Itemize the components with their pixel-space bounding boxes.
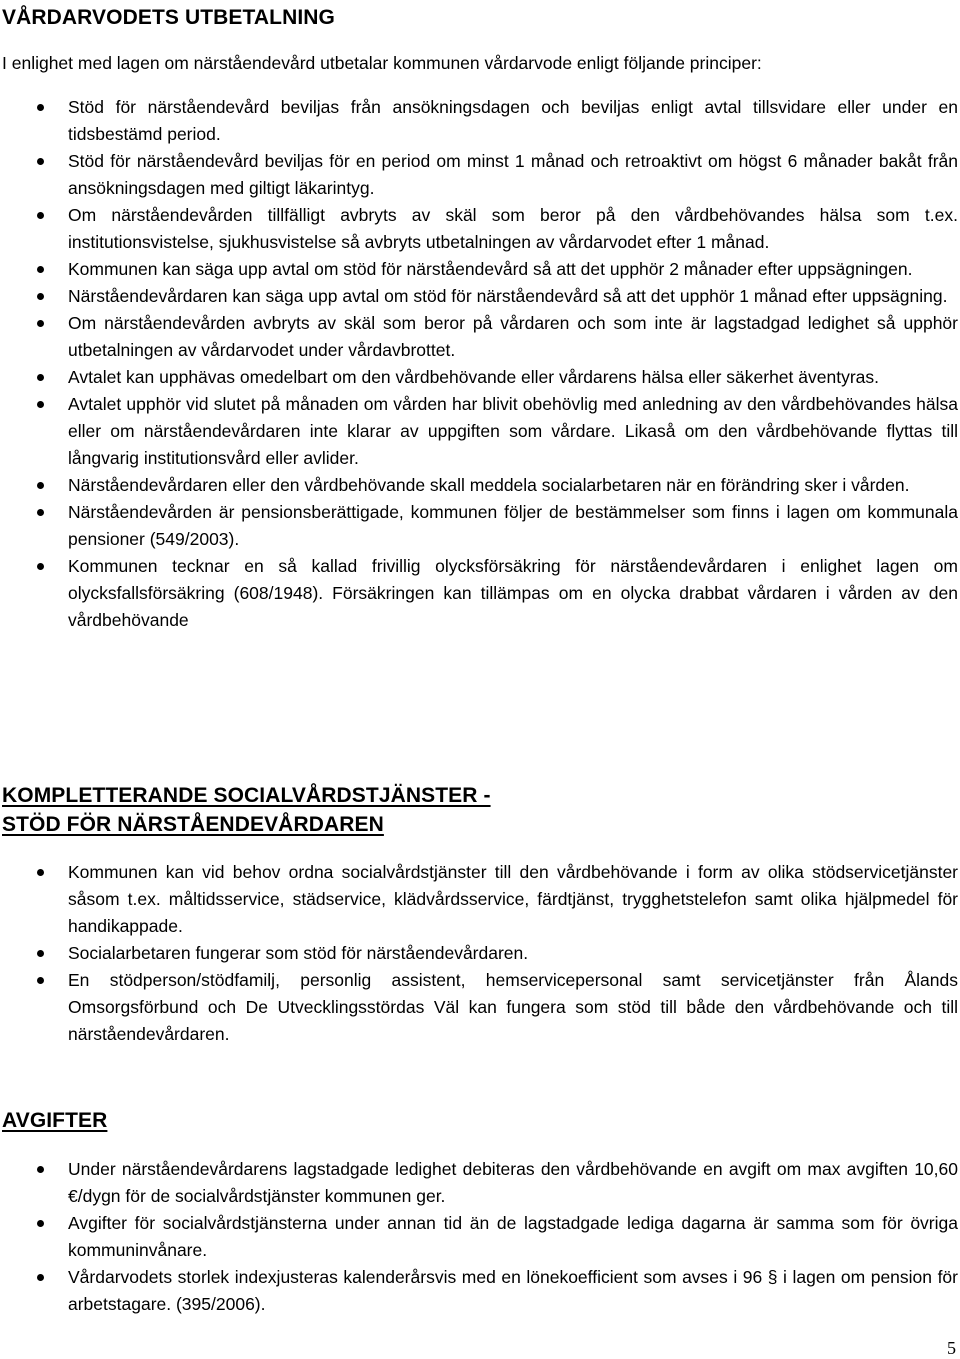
list-item: Närståendevården är pensionsberättigade, kommunen följer de bestämmelser som finns i lagen om kommunala pensioner (549/2003). — [68, 499, 958, 553]
list-item: Kommunen tecknar en så kallad frivillig olycksförsäkring för närståendevårdaren i enlighet lagen om olycksfallsförsäkring (608/1948). Försäkringen kan tillämpas om en olycka drabbat vårdaren i vården av den vårdbehövande — [68, 553, 958, 634]
bullet-icon — [37, 950, 44, 957]
page-number: 5 — [947, 1338, 956, 1358]
payment-principles-list — [68, 94, 958, 634]
bullet-icon — [37, 563, 44, 570]
bullet-icon — [37, 374, 44, 381]
bullet-icon — [37, 1274, 44, 1281]
bullet-icon — [37, 266, 44, 273]
list-item: Närståendevårdaren eller den vårdbehövande skall meddela socialarbetaren när en förändring sker i vården. — [68, 472, 958, 499]
bullet-icon — [37, 401, 44, 408]
bullet-icon — [37, 482, 44, 489]
list-item: Stöd för närståendevård beviljas från ansökningsdagen och beviljas enligt avtal tillsvidare eller under en tidsbestämd period. — [68, 94, 958, 148]
bullet-icon — [37, 104, 44, 111]
list-item: Närståendevårdaren kan säga upp avtal om stöd för närståendevård så att det upphör 1 månad efter uppsägning. — [68, 283, 958, 310]
section-title-line-2: STÖD FÖR NÄRSTÅENDEVÅRDAREN — [2, 813, 384, 836]
list-item: Om närståendevården avbryts av skäl som beror på vårdaren och som inte är lagstadgad ledighet så upphör utbetalningen av vårdarvodet under vårdavbrottet. — [68, 310, 958, 364]
section-title-line-1: KOMPLETTERANDE SOCIALVÅRDSTJÄNSTER - — [2, 784, 491, 807]
list-item: En stödperson/stödfamilj, personlig assistent, hemservicepersonal samt servicetjänster från Ålands Omsorgsförbund och De Utvecklingsstördas Väl kan fungera som stöd till både den vårdbehövande och till närståendevårdaren. — [68, 967, 958, 1048]
bullet-icon — [37, 293, 44, 300]
intro-paragraph: I enlighet med lagen om närståendevård utbetalar kommunen vårdarvode enligt följande principer: — [2, 53, 762, 73]
list-item: Under närståendevårdarens lagstadgade ledighet debiteras den vårdbehövande en avgift om max avgiften 10,60 €/dygn för de socialvårdstjänster kommunen ger. — [68, 1156, 958, 1210]
list-item: Kommunen kan säga upp avtal om stöd för närståendevård så att det upphör 2 månader efter uppsägningen. — [68, 256, 958, 283]
list-item: Kommunen kan vid behov ordna socialvårdstjänster till den vårdbehövande i form av olika stödservicetjänster såsom t.ex. måltidsservice, städservice, klädvårdsservice, färdtjänst, trygghetstelefon samt olika hjälpmedel för handikappade. — [68, 859, 958, 940]
bullet-icon — [37, 320, 44, 327]
fees-list — [68, 1156, 958, 1318]
list-item: Om närståendevården tillfälligt avbryts av skäl som beror på den vårdbehövandes hälsa som t.ex. institutionsvistelse, sjukhusvistelse så avbryts utbetalningen av vårdarvodet efter 1 månad. — [68, 202, 958, 256]
bullet-icon — [37, 212, 44, 219]
section-title-kompletterande — [2, 781, 491, 839]
bullet-icon — [37, 509, 44, 516]
list-item: Avtalet kan upphävas omedelbart om den vårdbehövande eller vårdarens hälsa eller säkerhet äventyras. — [68, 364, 958, 391]
list-item: Stöd för närståendevård beviljas för en period om minst 1 månad och retroaktivt om högst 6 månader bakåt från ansökningsdagen med giltigt läkarintyg. — [68, 148, 958, 202]
bullet-icon — [37, 1220, 44, 1227]
bullet-icon — [37, 1166, 44, 1173]
bullet-icon — [37, 977, 44, 984]
section-title-avgifter: AVGIFTER — [2, 1109, 108, 1132]
list-item: Avtalet upphör vid slutet på månaden om vården har blivit obehövlig med anledning av den vårdbehövandes hälsa eller om närståendevårdaren inte klarar av uppgiften som vårdare. Likaså om den vårdbehövande flyttas till långvarig institutionsvård eller avlider. — [68, 391, 958, 472]
bullet-icon — [37, 158, 44, 165]
list-item: Vårdarvodets storlek indexjusteras kalenderårsvis med en lönekoefficient som avses i 96 § i lagen om pension för arbetstagare. (395/2006). — [68, 1264, 958, 1318]
support-services-list — [68, 859, 958, 1048]
bullet-icon — [37, 869, 44, 876]
list-item: Avgifter för socialvårdstjänsterna under annan tid än de lagstadgade lediga dagarna är samma som för övriga kommuninvånare. — [68, 1210, 958, 1264]
section-title-vardarvodets-utbetalning: VÅRDARVODETS UTBETALNING — [2, 6, 335, 29]
list-item: Socialarbetaren fungerar som stöd för närståendevårdaren. — [68, 940, 958, 967]
